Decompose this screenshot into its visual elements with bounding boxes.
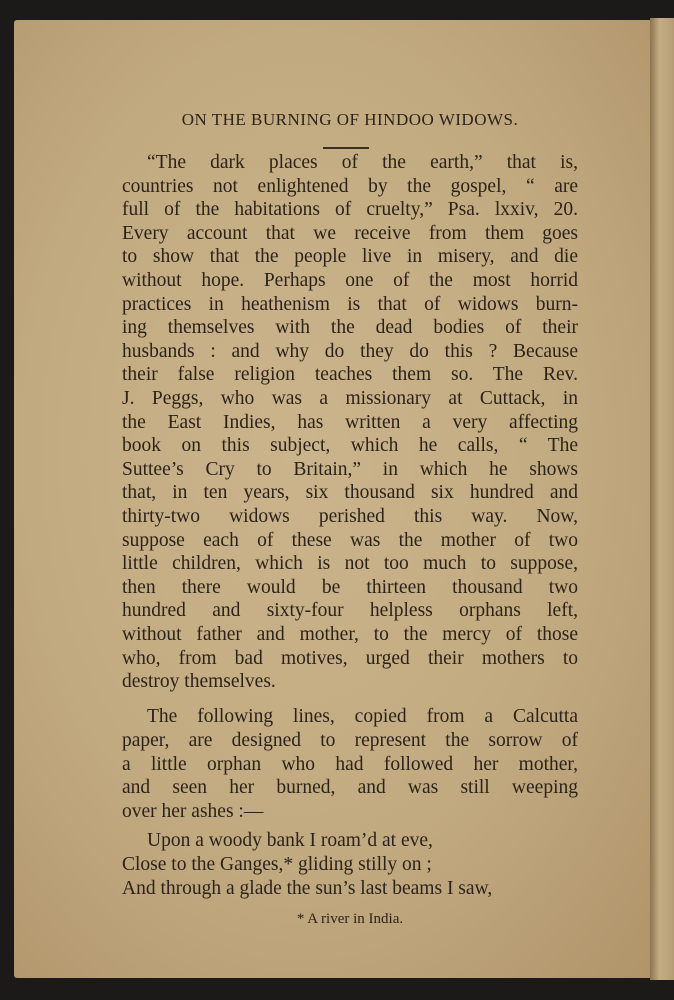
poem-line: And through a glade the sun’s last beams I saw, xyxy=(122,878,493,899)
poem-line: Upon a woody bank I roam’d at eve, xyxy=(147,830,433,851)
paragraph-1-line: to show that the people live in misery, and die xyxy=(122,246,578,268)
paragraph-1-line: without father and mother, to the mercy of those xyxy=(122,624,578,645)
paragraph-1-line: little children, which is not too much to suppose, xyxy=(122,553,578,575)
paragraph-1-line: that, in ten years, six thousand six hundred and xyxy=(122,482,578,504)
paragraph-2-line: and seen her burned, and was still weeping xyxy=(122,777,578,799)
paragraph-1-line: their false religion teaches them so. The Rev. xyxy=(122,364,578,386)
paragraph-1-line: countries not enlightened by the gospel, “ are xyxy=(122,175,578,197)
paragraph-1-line: practices in heathenism is that of widows burn- xyxy=(122,293,578,315)
paragraph-1-line: husbands : and why do they do this ? Because xyxy=(122,340,578,362)
paragraph-1-line: “The dark places of the earth,” that is, xyxy=(147,152,578,173)
paragraph-1-line: thirty-two widows perished this way. Now, xyxy=(122,506,578,527)
paragraph-1-line: hundred and sixty-four helpless orphans left, xyxy=(122,600,578,622)
paragraph-1-line: destroy themselves. xyxy=(122,671,276,693)
poem-line: Close to the Ganges,* gliding stilly on ; xyxy=(122,854,432,875)
paragraph-2-line: a little orphan who had followed her mother, xyxy=(122,753,578,775)
paragraph-1-line: ing themselves with the dead bodies of their xyxy=(122,317,578,339)
paragraph-1-line: suppose each of these was the mother of two xyxy=(122,529,578,551)
paragraph-1-line: the East Indies, has written a very affecting xyxy=(122,411,578,433)
page-title: ON THE BURNING OF HINDOO WIDOWS. xyxy=(181,110,519,129)
paragraph-1-line: Every account that we receive from them goes xyxy=(122,222,578,244)
paragraph-1-line: who, from bad motives, urged their mothers to xyxy=(122,647,578,669)
paragraph-2-line: paper, are designed to represent the sorrow of xyxy=(122,729,578,751)
next-page-edge xyxy=(650,18,674,980)
paragraph-1-line: without hope. Perhaps one of the most horrid xyxy=(122,270,578,291)
footnote: * A river in India. xyxy=(296,911,404,927)
title-divider xyxy=(323,147,369,149)
paragraph-2-line: The following lines, copied from a Calcutta xyxy=(147,706,578,727)
paragraph-2-line: over her ashes :— xyxy=(122,801,264,823)
paragraph-1-line: J. Peggs, who was a missionary at Cuttack, in xyxy=(122,388,578,409)
paragraph-1-line: then there would be thirteen thousand two xyxy=(122,576,578,598)
paragraph-1-line: book on this subject, which he calls, “ The xyxy=(122,435,578,457)
paragraph-1-line: full of the habitations of cruelty,” Psa. lxxiv, 20. xyxy=(122,199,578,221)
paragraph-1-line: Suttee’s Cry to Britain,” in which he shows xyxy=(122,458,578,480)
